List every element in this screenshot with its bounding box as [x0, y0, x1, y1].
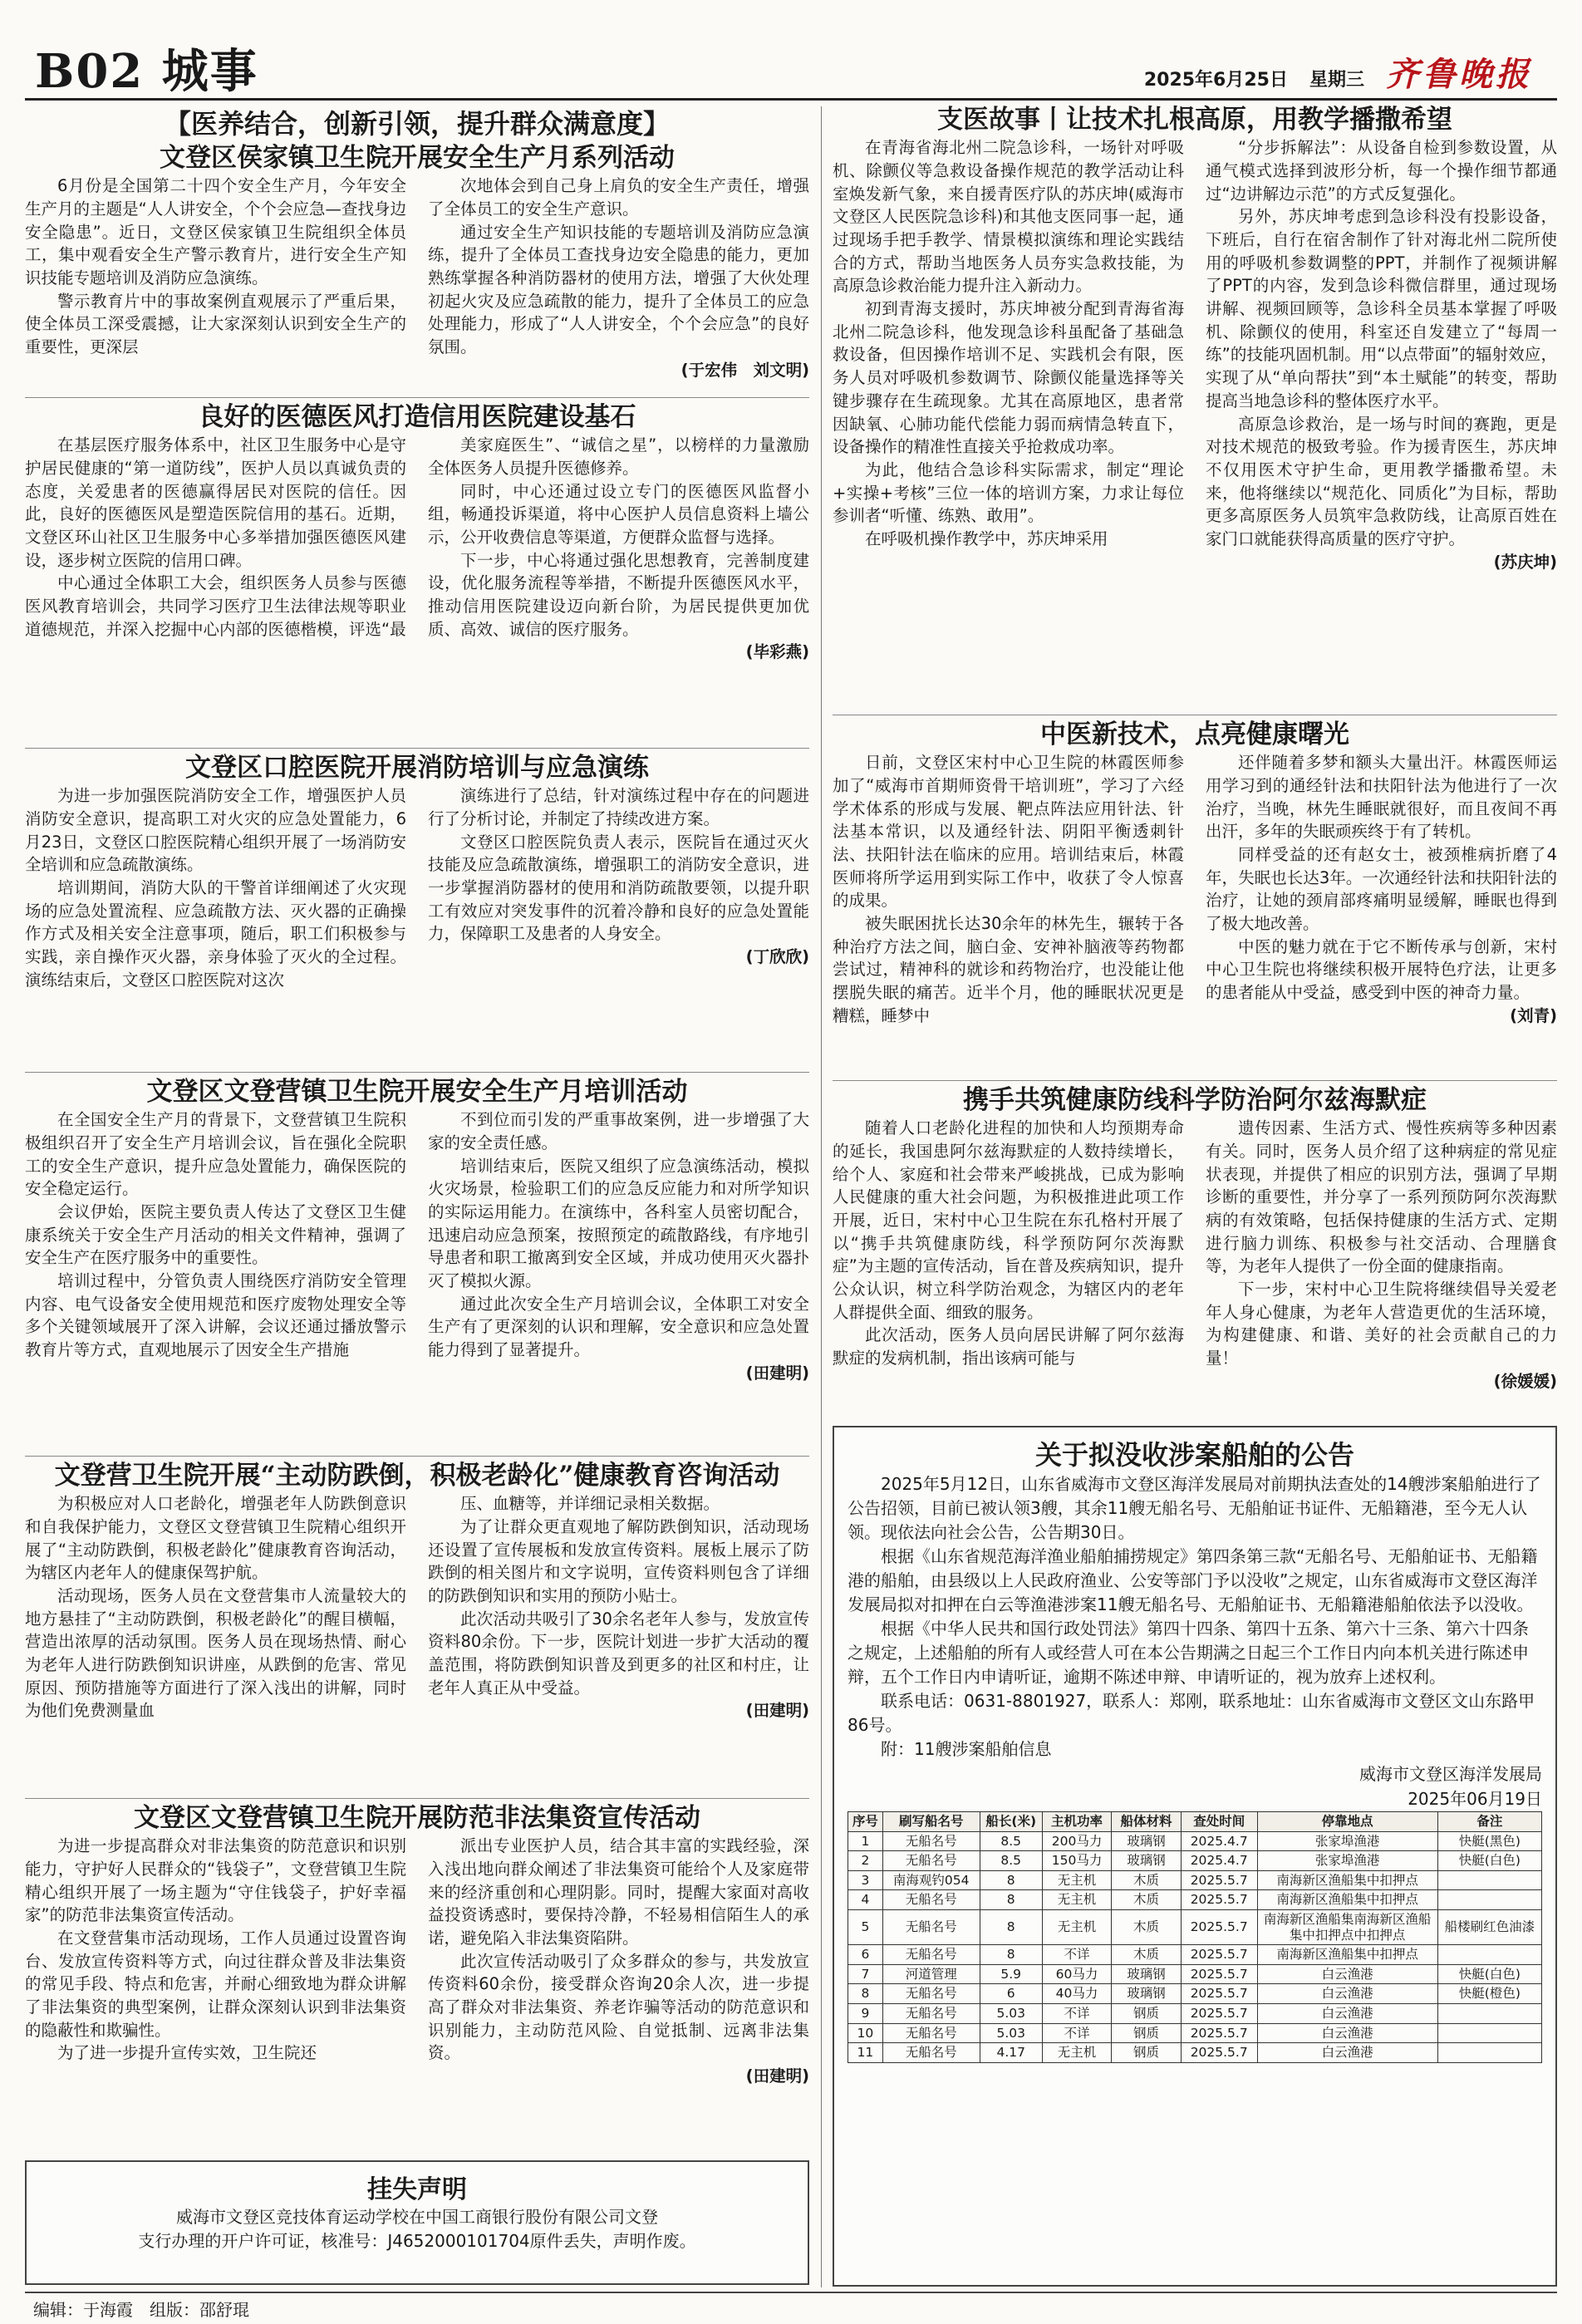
table-row [848, 2043, 1542, 2063]
article-col-left [833, 136, 1184, 573]
paragraph: 6月份是全国第二十四个安全生产月，今年安全生产月的主题是“人人讲安全，个个会应急—查找身边安全隐患”。近日，文登区侯家镇卫生院组织全体员工，集中观看安全生产警示教育片，进行安全生产知识技能专题培训及消防应急演练。 [25, 176, 406, 288]
table-row [848, 1870, 1542, 1890]
paragraph: “分步拆解法”：从设备自检到参数设置，从通气模式选择到波形分析，每一个操作细节都通过“边讲解边示范”的方式反复强化。 [1206, 138, 1557, 204]
table-cell: 不详 [1042, 1945, 1112, 1965]
table-row [848, 2003, 1542, 2023]
paragraph: 下一步，中心将通过强化思想教育，完善制度建设，优化服务流程等举措，不断提升医德医风水平，推动信用医院建设迈向新台阶，为居民提供更加优质、高效、诚信的医疗服务。 [428, 550, 809, 639]
table-cell: 不详 [1042, 2023, 1112, 2043]
article-body [25, 1108, 809, 1384]
article-8 [833, 718, 1557, 1028]
article-body [25, 1492, 809, 1722]
article-col-right [1206, 1117, 1557, 1393]
table-cell: 5 [848, 1909, 883, 1944]
ships-table-header [848, 1812, 1542, 1832]
article-title: 文登区侯家镇卫生院开展安全生产月系列活动 [160, 143, 675, 173]
table-cell: 木质 [1112, 1870, 1182, 1890]
article-title: 支医故事丨让技术扎根高原，用教学播撒希望 [937, 105, 1452, 135]
article-7 [833, 103, 1557, 573]
paragraph: 为此，他结合急诊科实际需求，制定“理论+实操+考核”三位一体的培训方案，力求让每位参训者“听懂、练熟、敢用”。 [833, 459, 1184, 526]
paragraph: 不到位而引发的严重事故案例，进一步增强了大家的安全责任感。 [428, 1110, 809, 1152]
table-cell: 快艇(橙色) [1437, 1984, 1541, 2004]
table-cell: 2025.5.7 [1181, 2003, 1257, 2023]
article-title: 文登区文登营镇卫生院开展安全生产月培训活动 [146, 1077, 688, 1107]
table-cell: 8.5 [980, 1831, 1042, 1851]
byline: (毕彩燕) [745, 642, 809, 662]
table-cell: 无船名号 [882, 1851, 980, 1871]
table-cell: 60马力 [1042, 1964, 1112, 1984]
paragraph: 中医的魅力就在于它不断传承与创新，宋村中心卫生院也将继续积极开展特色疗法，让更多的患者能从中受益，感受到中医的神奇力量。 [1206, 936, 1557, 1003]
col-header: 刷写船名号 [882, 1812, 980, 1832]
article-3 [25, 751, 809, 991]
article-col-right [428, 1492, 809, 1722]
col-header: 停靠地点 [1257, 1812, 1437, 1832]
table-cell: 白云渔港 [1257, 2043, 1437, 2063]
table-cell: 9 [848, 2003, 883, 2023]
paragraph: 此次宣传活动吸引了众多群众的参与，共发放宣传资料60余份，接受群众咨询20余人次，进一步提高了群众对非法集资、养老诈骗等活动的防范意识和识别能力，主动防范风险、自觉抵制、远离非法集资。 [428, 1951, 809, 2063]
paragraph: 日前，文登区宋村中心卫生院的林霞医师参加了“威海市首期师资骨干培训班”，学习了六经学术体系的形成与发展、靶点阵法应用针法、针法基本常识，以及通经针法、阴阳平衡透刺针法、扶阳针法在临床的应用。培训结束后，林霞医师将所学运用到实际工作中，收获了令人惊喜的成果。 [833, 753, 1184, 911]
article-col-left [25, 1492, 406, 1722]
article-kicker: 【医养结合，创新引领，提升群众满意度】 [164, 108, 670, 140]
col-header: 查处时间 [1181, 1812, 1257, 1832]
table-cell: 无船名号 [882, 2023, 980, 2043]
article-title: 文登区口腔医院开展消防培训与应急演练 [185, 753, 649, 783]
editor-credits: 编辑：于海霞 组版：邵舒琨 [33, 2300, 249, 2320]
divider [25, 1456, 809, 1457]
divider [833, 1080, 1557, 1081]
notice-signature [848, 1761, 1542, 1811]
paragraph: 还伴随着多梦和额头大量出汗。林霞医师运用学习到的通经针法和扶阳针法为他进行了一次治疗，当晚，林先生睡眠就很好，而且夜间不再出汗，多年的失眠顽疾终于有了转机。 [1206, 753, 1557, 842]
table-cell: 南海新区渔船集中扣押点 [1257, 1890, 1437, 1910]
paragraph: 会议伊始，医院主要负责人传达了文登区卫生健康系统关于安全生产月活动的相关文件精神，强调了安全生产在医疗服务中的重要性。 [25, 1202, 406, 1268]
table-cell: 6 [980, 1984, 1042, 2004]
table-cell: 快艇(白色) [1437, 1964, 1541, 1984]
table-cell: 2025.5.7 [1181, 2043, 1257, 2063]
ships-table-body [848, 1831, 1542, 2062]
table-row [848, 1945, 1542, 1965]
table-cell: 不详 [1042, 2003, 1112, 2023]
paragraph: 为积极应对人口老龄化，增强老年人防跌倒意识和自我保护能力，文登区文登营镇卫生院精心组织开展了“主动防跌倒，积极老龄化”健康教育咨询活动，为辖区内老年人的健康保驾护航。 [25, 1494, 406, 1583]
table-cell: 8 [980, 1870, 1042, 1890]
table-cell: 6 [848, 1945, 883, 1965]
article-body [25, 784, 809, 991]
table-row [848, 1984, 1542, 2004]
table-cell: 钢质 [1112, 2023, 1182, 2043]
article-2 [25, 400, 809, 664]
paragraph: 为了让群众更直观地了解防跌倒知识，活动现场还设置了宣传展板和发放宣传资料。展板上展示了防跌倒的相关图片和文字说明，宣传资料则包含了详细的防跌倒知识和实用的预防小贴士。 [428, 1516, 809, 1606]
table-cell: 南海新区渔船集中扣押点 [1257, 1870, 1437, 1890]
top-rule [25, 98, 1557, 101]
article-col-right [1206, 751, 1557, 1027]
table-cell: 150马力 [1042, 1851, 1112, 1871]
paragraph: 通过安全生产知识技能的专题培训及消防应急演练，提升了全体员工查找身边安全隐患的能力，更加熟练掌握各种消防器材的使用方法，增强了大伙处理初起火灾及应急疏散的能力，提升了全体员工的应急处理能力，形成了“人人讲安全，个个会应急”的良好氛围。 [428, 222, 809, 357]
paragraph: 另外，苏庆坤考虑到急诊科没有投影设备，下班后，自行在宿舍制作了针对海北州二院所使用的呼吸机参数调整的PPT，并制作了视频讲解了PPT的内容，发到急诊科微信群里，通过现场讲解、视频回顾等，急诊科全员基本掌握了呼吸机、除颤仪的使用，科室还自发建立了“每周一练”的技能巩固机制。用“以点带面”的辐射效应，实现了从“单向帮扶”到“本土赋能”的转变，帮助提高当地急诊科的整体医疗水平。 [1206, 207, 1557, 410]
paragraph: 为进一步提高群众对非法集资的防范意识和识别能力，守护好人民群众的“钱袋子”，文登营镇卫生院精心组织开展了一场主题为“守住钱袋子，护好幸福家”的防范非法集资宣传活动。 [25, 1836, 406, 1925]
article-title: 良好的医德医风打造信用医院建设基石 [198, 402, 636, 432]
confiscation-notice [833, 1426, 1557, 2287]
article-col-left [833, 751, 1184, 1027]
table-cell: 无船名号 [882, 1831, 980, 1851]
table-cell: 南海观钓054 [882, 1870, 980, 1890]
table-cell: 2025.5.7 [1181, 1909, 1257, 1944]
divider [25, 748, 809, 749]
table-cell: 8 [980, 1890, 1042, 1910]
notice-date: 2025年06月19日 [1408, 1789, 1542, 1809]
article-col-left [25, 174, 406, 381]
byline: (刘青) [1510, 1005, 1557, 1025]
table-cell: 4.17 [980, 2043, 1042, 2063]
lost-notice-line: 支行办理的开户许可证，核准号：J4652000101704原件丢失，声明作废。 [138, 2231, 696, 2251]
table-cell: 无主机 [1042, 1890, 1112, 1910]
byline: (于宏伟 刘文明) [680, 360, 809, 380]
divider [25, 397, 809, 398]
byline: (徐媛媛) [1493, 1371, 1557, 1391]
paragraph: 在呼吸机操作教学中，苏庆坤采用 [865, 528, 1108, 548]
table-cell [1437, 1870, 1541, 1890]
paragraph: 演练进行了总结，针对演练过程中存在的问题进行了分析讨论，并制定了持续改进方案。 [428, 786, 809, 828]
issue-date: 2025年6月25日 [1143, 70, 1288, 91]
table-cell: 木质 [1112, 1909, 1182, 1944]
table-cell: 钢质 [1112, 2043, 1182, 2063]
table-cell: 白云渔港 [1257, 2023, 1437, 2043]
ships-table [848, 1811, 1542, 2063]
table-cell: 快艇(白色) [1437, 1851, 1541, 1871]
table-cell: 8.5 [980, 1851, 1042, 1871]
table-row [848, 1964, 1542, 1984]
table-cell: 白云渔港 [1257, 2003, 1437, 2023]
byline: (苏庆坤) [1493, 552, 1557, 572]
paragraph: 文登区口腔医院负责人表示，医院旨在通过灭火技能及应急疏散演练，增强职工的消防安全意识，进一步掌握消防器材的使用和消防疏散要领，以提升职工有效应对突发事件的沉着冷静和良好的应急处置能力，保障职工及患者的人身安全。 [428, 832, 809, 944]
table-cell [1437, 1945, 1541, 1965]
lost-notice [25, 2160, 809, 2285]
article-col-left [25, 1108, 406, 1384]
table-cell: 木质 [1112, 1945, 1182, 1965]
article-1 [25, 103, 809, 381]
table-cell: 10 [848, 2023, 883, 2043]
table-cell: 5.03 [980, 2003, 1042, 2023]
paragraph: 中心通过全体职工大会，组织医务人员参与医德医风教育培训会，共同学习医疗卫生法律法规等职业道德规范，并深入挖掘中心内部的医德楷模，评选“最 [25, 573, 406, 639]
paragraph: 活动现场，医务人员在文登营集市人流量较大的地方悬挂了“主动防跌倒，积极老龄化”的醒目横幅，营造出浓厚的活动氛围。医务人员在现场热情、耐心为老年人进行防跌倒知识讲座，从跌倒的危害、常见原因、预防措施等方面进行了深入浅出的讲解，同时为他们免费测量血 [25, 1586, 406, 1721]
table-cell: 无船名号 [882, 1890, 980, 1910]
byline: (丁欣欣) [745, 947, 809, 967]
table-row [848, 1851, 1542, 1871]
table-cell: 钢质 [1112, 2003, 1182, 2023]
table-cell: 8 [980, 1945, 1042, 1965]
article-body [25, 174, 809, 381]
table-cell: 1 [848, 1831, 883, 1851]
col-header: 船体材料 [1112, 1812, 1182, 1832]
section-title: B02 城事 [35, 44, 258, 99]
notice-paragraph: 根据《中华人民共和国行政处罚法》第四十四条、第四十五条、第六十三条、第六十四条之规定，上述船舶的所有人或经营人可在本公告期满之日起三个工作日内向本机关进行陈述申辩，五个工作日内申请听证，逾期不陈述申辩、申请听证的，视为放弃上述权利。 [848, 1619, 1529, 1687]
article-col-left [25, 434, 406, 664]
article-body [833, 751, 1557, 1027]
table-cell: 11 [848, 2043, 883, 2063]
table-cell: 7 [848, 1964, 883, 1984]
article-title: 携手共筑健康防线科学防治阿尔兹海默症 [963, 1085, 1427, 1115]
table-cell: 白云渔港 [1257, 1964, 1437, 1984]
paragraph: 培训结束后，医院又组织了应急演练活动，模拟火灾场景，检验职工们的应急反应能力和对所学知识的实际运用能力。在演练中，各科室人员密切配合，迅速启动应急预案，按照预定的疏散路线，有序地引导患者和职工撤离到安全区域，并成功使用灭火器扑灭了模拟火源。 [428, 1156, 809, 1291]
article-col-left [25, 784, 406, 991]
table-cell: 无船名号 [882, 2043, 980, 2063]
paragraph: 培训期间，消防大队的干警首详细阐述了火灾现场的应急处置流程、应急疏散方法、灭火器的正确操作方式及相关安全注意事项，随后，职工们积极参与实践，亲自操作灭火器，亲身体验了灭火的全过程。演练结束后，文登区口腔医院对这次 [25, 878, 406, 990]
article-col-left [833, 1117, 1184, 1393]
column-divider [821, 106, 822, 2287]
table-cell: 2025.5.7 [1181, 1870, 1257, 1890]
table-cell: 玻璃钢 [1112, 1964, 1182, 1984]
paragraph: 警示教育片中的事故案例直观展示了严重后果，使全体员工深受震撼，让大家深刻认识到安全生产的重要性，更深层 [25, 291, 406, 357]
paragraph: 此次活动共吸引了30余名老年人参与，发放宣传资料80余份。下一步，医院计划进一步扩大活动的覆盖范围，将防跌倒知识普及到更多的社区和村庄，让老年人真正从中受益。 [428, 1609, 809, 1698]
issue-weekday: 星期三 [1309, 70, 1364, 91]
article-title: 中医新技术，点亮健康曙光 [1040, 720, 1349, 749]
table-cell: 木质 [1112, 1890, 1182, 1910]
table-cell: 河道管理 [882, 1964, 980, 1984]
table-cell: 2025.4.7 [1181, 1851, 1257, 1871]
table-cell: 无主机 [1042, 2043, 1112, 2063]
paragraph: 被失眠困扰长达30余年的林先生，辗转于各种治疗方法之间，脑白金、安神补脑液等药物都尝试过，精神科的就诊和药物治疗，也没能让他摆脱失眠的痛苦。近半个月，他的睡眠状况更是糟糕，睡梦中 [833, 914, 1184, 1025]
table-cell: 5.9 [980, 1964, 1042, 1984]
table-cell: 无船名号 [882, 1909, 980, 1944]
col-header: 备注 [1437, 1812, 1541, 1832]
col-header: 主机功率 [1042, 1812, 1112, 1832]
paragraph: 次地体会到自己身上肩负的安全生产责任，增强了全体员工的安全生产意识。 [428, 176, 809, 219]
paragraph: 随着人口老龄化进程的加快和人均预期寿命的延长，我国患阿尔兹海默症的人数持续增长，给个人、家庭和社会带来严峻挑战，已成为影响人民健康的重大社会问题，为积极推进此项工作开展，近日，宋村中心卫生院在东孔格村开展了以“携手共筑健康防线，科学预防阿尔茨海默症”为主题的宣传活动，旨在普及疾病知识，提升公众认识，树立科学防治观念，为辖区内的老年人群提供全面、细致的服务。 [833, 1118, 1184, 1322]
table-cell: 2 [848, 1851, 883, 1871]
col-header: 序号 [848, 1812, 883, 1832]
notice-paragraph: 附：11艘涉案船舶信息 [881, 1739, 1052, 1759]
paragraph: 同时，中心还通过设立专门的医德医风监督小组，畅通投诉渠道，将中心医护人员信息资料上墙公示，公开收费信息等渠道，方便群众监督与选择。 [428, 481, 809, 548]
notice-paragraph: 联系电话：0631-8801927，联系人：郑刚，联系地址：山东省威海市文登区文山东路甲86号。 [848, 1691, 1535, 1735]
paragraph: 为了进一步提升宣传实效，卫生院还 [57, 2043, 317, 2063]
paragraph: 培训过程中，分管负责人围绕医疗消防安全管理内容、电气设备安全使用规范和医疗废物处理安全等多个关键领域展开了深入讲解，会议还通过播放警示教育片等方式，直观地展示了因安全生产措施 [25, 1271, 406, 1360]
table-cell [1437, 2003, 1541, 2023]
notice-paragraph: 根据《山东省规范海洋渔业船舶捕捞规定》第四条第三款“无船名号、无船舶证书、无船籍港的船舶，由县级以上人民政府渔业、公安等部门予以没收”之规定，山东省威海市文登区海洋发展局拟对扣押在白云等渔港涉案11艘无船名号、无船舶证书、无船籍港船舶依法予以没收。 [848, 1546, 1538, 1614]
article-col-right [428, 1108, 809, 1384]
table-cell: 无船名号 [882, 1945, 980, 1965]
table-row [848, 1890, 1542, 1910]
table-cell: 玻璃钢 [1112, 1984, 1182, 2004]
table-cell [1437, 2023, 1541, 2043]
article-col-left [25, 1835, 406, 2088]
paragraph: 通过此次安全生产月培训会议，全体职工对安全生产有了更深刻的认识和理解，安全意识和应急处置能力得到了显著提升。 [428, 1294, 809, 1360]
table-cell: 南海新区渔船集中扣押点 [1257, 1945, 1437, 1965]
table-cell: 2025.5.7 [1181, 1964, 1257, 1984]
divider [25, 1798, 809, 1799]
table-row [848, 1831, 1542, 1851]
paragraph: 高原急诊救治，是一场与时间的赛跑，更是对技术规范的极致考验。作为援青医生，苏庆坤不仅用医术守护生命，更用教学播撒希望。未来，他将继续以“规范化、同质化”为目标，帮助更多高原医务人员筑牢急救防线，让高原百姓在家门口就能获得高质量的医疗守护。 [1206, 414, 1557, 548]
article-body [25, 434, 809, 664]
table-cell [1437, 2043, 1541, 2063]
table-cell: 2025.5.7 [1181, 2023, 1257, 2043]
article-6 [25, 1801, 809, 2088]
article-9 [833, 1083, 1557, 1393]
divider [25, 1072, 809, 1073]
paragraph: 同样受益的还有赵女士，被颈椎病折磨了4年，失眠也长达3年。一次通经针法和扶阳针法的治疗，让她的颈肩部疼痛明显缓解，睡眠也得到了极大地改善。 [1206, 845, 1557, 934]
table-cell: 玻璃钢 [1112, 1851, 1182, 1871]
table-cell: 无主机 [1042, 1870, 1112, 1890]
article-col-right [428, 784, 809, 991]
notice-title: 关于拟没收涉案船舶的公告 [1034, 1439, 1354, 1471]
table-cell: 船楼刷红色油漆 [1437, 1909, 1541, 1944]
paragraph: 派出专业医护人员，结合其丰富的实践经验，深入浅出地向群众阐述了非法集资可能给个人及家庭带来的经济重创和心理阴影。同时，提醒大家面对高收益投资诱惑时，要保持冷静，不轻易相信陌生人的承诺，避免陷入非法集资陷阱。 [428, 1836, 809, 1948]
table-cell: 200马力 [1042, 1831, 1112, 1851]
table-cell: 2025.4.7 [1181, 1831, 1257, 1851]
paragraph: 下一步，宋村中心卫生院将继续倡导关爱老年人身心健康，为老年人营造更优的生活环境，为构建健康、和谐、美好的社会贡献自己的力量！ [1206, 1280, 1557, 1368]
article-col-right [428, 1835, 809, 2088]
article-col-right [428, 434, 809, 664]
article-5 [25, 1459, 809, 1722]
col-header: 船长(米) [980, 1812, 1042, 1832]
table-row [848, 1909, 1542, 1944]
byline: (田建明) [745, 1701, 809, 1721]
article-body [833, 1117, 1557, 1393]
table-cell [1437, 1890, 1541, 1910]
article-col-right [1206, 136, 1557, 573]
paragraph: 在全国安全生产月的背景下，文登营镇卫生院积极组织召开了安全生产月培训会议，旨在强化全院职工的安全生产意识，提升应急处置能力，确保医院的安全稳定运行。 [25, 1110, 406, 1199]
paragraph: 在青海省海北州二院急诊科，一场针对呼吸机、除颤仪等急救设备操作规范的教学活动让科室焕发新气象，来自援青医疗队的苏庆坤(威海市文登区人民医院急诊科)和其他支医同事一起，通过现场手把手教学、情景模拟演练和理论实践结合的方式，帮助当地医务人员夯实急救技能，为高原急诊救治能力提升注入新动力。 [833, 138, 1184, 296]
table-cell: 无船名号 [882, 1984, 980, 2004]
table-cell: 2025.5.7 [1181, 1984, 1257, 2004]
paragraph: 在文登营集市活动现场，工作人员通过设置咨询台、发放宣传资料等方式，向过往群众普及非法集资的常见手段、特点和危害，并耐心细致地为群众讲解了非法集资的典型案例，让群众深刻认识到非法集资的隐蔽性和欺骗性。 [25, 1928, 406, 2040]
table-cell: 3 [848, 1870, 883, 1890]
table-cell: 玻璃钢 [1112, 1831, 1182, 1851]
table-cell: 无主机 [1042, 1909, 1112, 1944]
lost-notice-body [43, 2205, 791, 2253]
article-title: 文登区文登营镇卫生院开展防范非法集资宣传活动 [134, 1803, 700, 1833]
masthead-info [1144, 48, 1532, 96]
byline: (田建明) [745, 2066, 809, 2086]
table-cell: 2025.5.7 [1181, 1945, 1257, 1965]
table-cell: 8 [980, 1909, 1042, 1944]
article-4 [25, 1075, 809, 1385]
paragraph: 美家庭医生”、“诚信之星”，以榜样的力量激励全体医务人员提升医德修养。 [428, 435, 809, 478]
paragraph: 压、血糖等，并详细记录相关数据。 [460, 1494, 720, 1514]
table-cell: 南海新区渔船集南海新区渔船集中扣押点中扣押点 [1257, 1909, 1437, 1944]
paragraph: 此次活动，医务人员向居民讲解了阿尔兹海默症的发病机制，指出该病可能与 [833, 1325, 1184, 1368]
table-cell: 4 [848, 1890, 883, 1910]
table-cell: 2025.5.7 [1181, 1890, 1257, 1910]
brand-logo: 齐鲁晚报 [1386, 55, 1532, 94]
table-row [848, 2023, 1542, 2043]
notice-body [848, 1472, 1542, 1761]
byline: (田建明) [745, 1363, 809, 1383]
table-cell: 40马力 [1042, 1984, 1112, 2004]
table-cell: 5.03 [980, 2023, 1042, 2043]
paragraph: 在基层医疗服务体系中，社区卫生服务中心是守护居民健康的“第一道防线”，医护人员以真诚负责的态度，关爱患者的医德赢得居民对医院的信任。因此，良好的医德医风是塑造医院信用的基石。近期，文登区环山社区卫生服务中心多举措加强医德医风建设，逐步树立医院的信用口碑。 [25, 435, 406, 570]
table-cell: 张家埠渔港 [1257, 1851, 1437, 1871]
article-col-right [428, 174, 809, 381]
article-title: 文登营卫生院开展“主动防跌倒，积极老龄化”健康教育咨询活动 [54, 1461, 780, 1491]
paragraph: 遗传因素、生活方式、慢性疾病等多种因素有关。同时，医务人员介绍了这种病症的常见症状表现，并提供了相应的识别方法，强调了早期诊断的重要性，并分享了一系列预防阿尔茨海默病的有效策略，包括保持健康的生活方式、定期进行脑力训练、积极参与社交活动、合理膳食等，为老年人提供了一份全面的健康指南。 [1206, 1118, 1557, 1276]
lost-notice-title: 挂失声明 [367, 2175, 467, 2204]
bottom-rule [25, 2292, 1557, 2293]
paragraph: 初到青海支援时，苏庆坤被分配到青海省海北州二院急诊科，他发现急诊科虽配备了基础急救设备，但因操作培训不足、实践机会有限，医务人员对呼吸机参数调节、除颤仪能量选择等关键步骤存在生疏现象。尤其在高原地区，患者常因缺氧、心肺功能代偿能力弱而病情急转直下，设备操作的精准性直接关乎抢救成功率。 [833, 299, 1184, 457]
table-cell: 快艇(黑色) [1437, 1831, 1541, 1851]
table-cell: 无船名号 [882, 2003, 980, 2023]
article-body [25, 1835, 809, 2088]
notice-paragraph: 2025年5月12日，山东省威海市文登区海洋发展局对前期执法查处的14艘涉案船舶进行了公告招领，目前已被认领3艘，其余11艘无船名号、无船舶证书证件、无船籍港，至今无人认领。现依法向社会公告，公告期30日。 [848, 1474, 1541, 1542]
article-body [833, 136, 1557, 573]
table-cell: 8 [848, 1984, 883, 2004]
lost-notice-line: 威海市文登区竞技体育运动学校在中国工商银行股份有限公司文登 [176, 2207, 658, 2227]
notice-signer: 威海市文登区海洋发展局 [1359, 1764, 1542, 1784]
paragraph: 为进一步加强医院消防安全工作，增强医护人员消防安全意识，提高职工对火灾的应急处置能力，6月23日，文登区口腔医院精心组织开展了一场消防安全培训和应急疏散演练。 [25, 786, 406, 875]
table-cell: 白云渔港 [1257, 1984, 1437, 2004]
table-cell: 张家埠渔港 [1257, 1831, 1437, 1851]
